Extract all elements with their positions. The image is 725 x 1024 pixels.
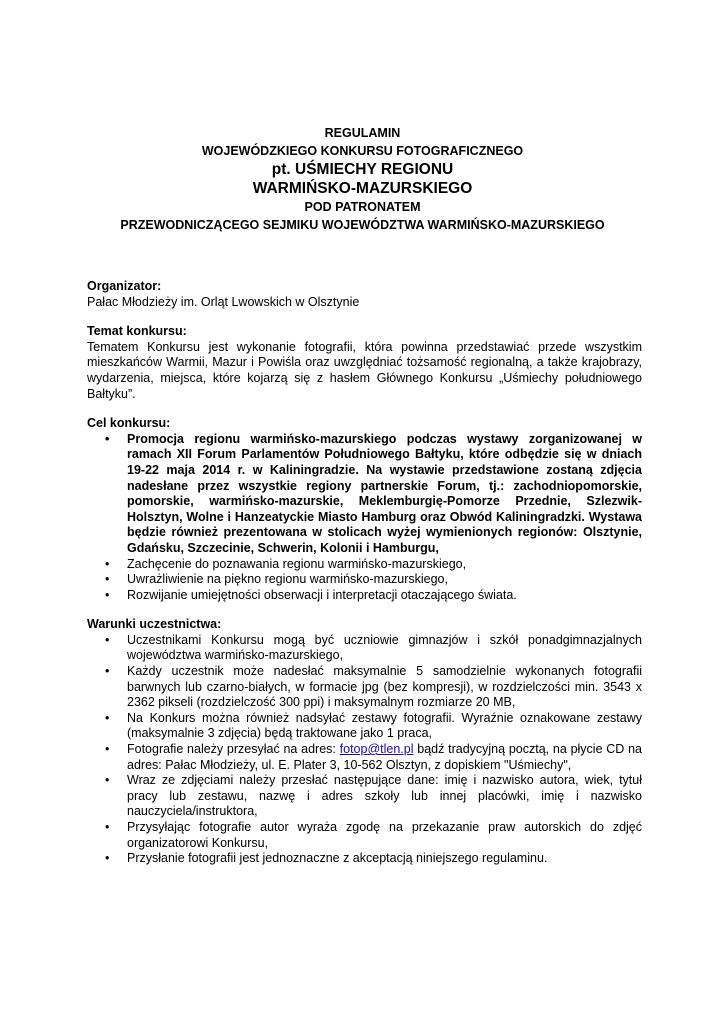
bullet-icon: • xyxy=(105,572,110,587)
bullet-icon: • xyxy=(105,587,110,602)
list-item: • Każdy uczestnik może nadesłać maksymalnie 5 samodzielnie wykonanych fotografii barwnych lub czarno-białych, w formacie jpg (bez kompresji), w rozdzielczości min. 3543 x 2362 pikseli (rozdzielczość 300 ppi) i maksymalnym rozmiarze 20 MB, xyxy=(105,664,642,710)
list-item: • Uwrażliwienie na piękno regionu warmińsko-mazurskiego, xyxy=(105,572,448,587)
conditions-title: Warunki uczestnictwa: xyxy=(87,617,222,632)
patronage-label: POD PATRONATEM xyxy=(304,200,421,214)
organizer-section xyxy=(87,279,642,310)
theme-title: Temat konkursu: xyxy=(87,324,187,339)
list-item: • Rozwijanie umiejętności obserwacji i interpretacji otaczającego świata. xyxy=(105,587,517,602)
doc-subtitle: WOJEWÓDZKIEGO KONKURSU FOTOGRAFICZNEGO xyxy=(201,144,524,158)
list-item: • Na Konkurs można również nadsyłać zestawy fotografii. Wyraźnie oznakowane zestawy (maksymalnie 3 zdjęcia) będą traktowane jako 1 praca, xyxy=(105,710,642,741)
list-item: • Zachęcenie do poznawania regionu warmińsko-mazurskiego, xyxy=(105,556,467,571)
bullet-icon: • xyxy=(105,851,110,866)
doc-title: REGULAMIN xyxy=(324,126,401,140)
conditions-list xyxy=(87,633,642,867)
document-header xyxy=(0,124,725,234)
bullet-icon: • xyxy=(105,742,110,757)
organizer-title: Organizator: xyxy=(87,279,162,293)
email-link[interactable]: fotop@tlen.pl xyxy=(339,742,414,757)
bullet-icon: • xyxy=(105,632,110,647)
bullet-icon: • xyxy=(105,556,110,571)
list-item: • Uczestnikami Konkursu mogą być uczniowie gimnazjów i szkół ponadgimnazjalnych województwa warmińsko-mazurskiego, xyxy=(105,632,642,663)
goal-title: Cel konkursu: xyxy=(87,416,171,431)
patronage-name: PRZEWODNICZĄCEGO SEJMIKU WOJEWÓDZTWA WARMIŃSKO-MAZURSKIEGO xyxy=(120,218,605,232)
theme-section xyxy=(87,324,642,402)
bullet-icon: • xyxy=(105,710,110,725)
goal-section xyxy=(87,416,642,603)
bullet-icon: • xyxy=(105,773,110,788)
document-body xyxy=(87,279,642,881)
list-item: • Przysyłając fotografie autor wyraża zgodę na przekazanie praw autorskich do zdjęć organizatorowi Konkursu, xyxy=(105,820,642,850)
theme-text: Tematem Konkursu jest wykonanie fotografii, która powinna przedstawiać przede wszystkim mieszkańców Warmii, Mazur i Powiśla oraz uwzględniać tożsamość regionalną, a także krajobrazy, wydarzenia, miejsca, które kojarzą się z hasłem Głównego Konkursu „Uśmiechy południowego Bałtyku”. xyxy=(87,339,642,401)
conditions-section xyxy=(87,617,642,867)
contest-name-line1: pt. UŚMIECHY REGIONU xyxy=(271,161,454,178)
contest-name-line2: WARMIŃSKO-MAZURSKIEGO xyxy=(252,180,473,197)
bullet-icon: • xyxy=(105,431,110,446)
organizer-text: Pałac Młodzieży im. Orląt Lwowskich w Olsztynie xyxy=(87,294,360,309)
list-item: • Promocja regionu warmińsko-mazurskiego podczas wystawy zorganizowanej w ramach XII Forum Parlamentów Południowego Bałtyku, które odbędzie się w dniach 19-22 maja 2014 r. w Kaliningradzie. Na wystawie przedstawione zostaną zdjęcia nadesłane przez wszystkie regiony partnerskie Forum, tj.: zachodniopomorskie, pomorskie, warmińsko-mazurskie, Meklemburgię-Pomorze Przednie, Szlezwik-Holsztyn, Wolne i Hanzeatyckie Miasto Hamburg oraz Obwód Kaliningradzki. Wystawa będzie również prezentowana w stolicach wyżej wymienionych regionów: Olsztynie, Gdańsku, Szczecinie, Schwerin, Kolonii i Hamburgu, xyxy=(105,431,642,555)
bullet-icon: • xyxy=(105,664,110,679)
list-item: • Fotografie należy przesyłać na adres: fotop@tlen.pl bądź tradycyjną pocztą, na płycie CD na adres: Pałac Młodzieży, ul. E. Plater 3, 10-562 Olsztyn, z dopiskiem "Uśmiechy", xyxy=(105,742,642,772)
list-item: • Wraz ze zdjęciami należy przesłać następujące dane: imię i nazwisko autora, wiek, tytuł pracy lub zestawu, nazwę i adres szkoły lub innej placówki, imię i nazwisko nauczyciela/instruktora, xyxy=(105,773,642,819)
bullet-icon: • xyxy=(105,820,110,834)
list-item: • Przysłanie fotografii jest jednoznaczne z akceptacją niniejszego regulaminu. xyxy=(105,851,548,866)
goal-list xyxy=(87,432,642,604)
